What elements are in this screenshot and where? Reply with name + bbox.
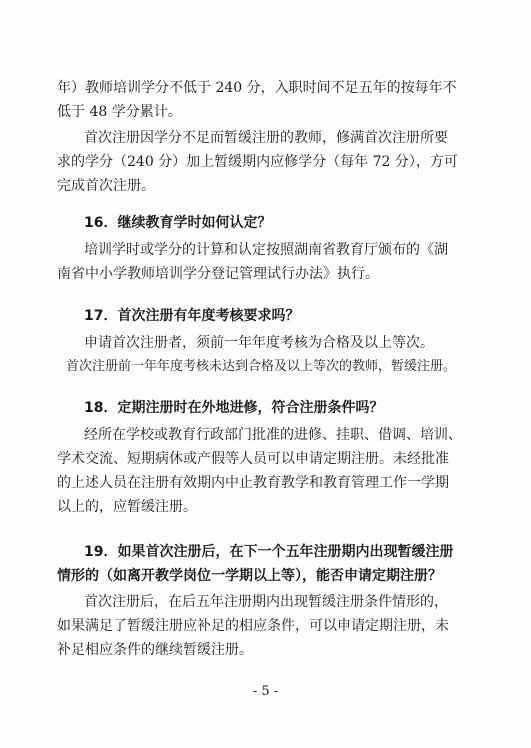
body-text-line: 经所在学校或教育行政部门批准的进修、挂职、借调、培训、: [84, 427, 462, 443]
question-heading-19-cont: 情形的（如离开教学岗位一学期以上等），能否申请定期注册？: [57, 568, 442, 584]
question-heading-17: 17．首次注册有年度考核要求吗？: [84, 308, 300, 324]
question-heading-19: 19．如果首次注册后，在下一个五年注册期内出现暂缓注册: [84, 544, 454, 560]
body-text-line: 补足相应条件的继续暂缓注册。: [57, 642, 253, 658]
body-text-line: 完成首次注册。: [57, 178, 155, 194]
body-text-line: 的上述人员在注册有效期内中止教育教学和教育管理工作一学期: [57, 475, 449, 491]
body-text-line: 南省中小学教师培训学分登记管理试行办法》执行。: [57, 266, 379, 282]
page-number: - 5 -: [252, 684, 279, 699]
body-text-line: 如果满足了暂缓注册应补足的相应条件，可以申请定期注册，未: [57, 618, 449, 634]
body-text-line: 年）教师培训学分不低于 240 分，入职时间不足五年的按每年不: [57, 80, 457, 96]
body-text-line: 首次注册前一年年度考核未达到合格及以上等次的教师，暂缓注册。: [66, 359, 457, 374]
body-text-line: 低于 48 学分累计。: [57, 104, 182, 120]
body-text-line: 求的学分（240 分）加上暂缓期内应修学分（每年 72 分），方可: [57, 154, 458, 170]
body-text-line: 以上的，应暂缓注册。: [57, 499, 197, 515]
question-heading-16: 16．继续教育学时如何认定？: [84, 215, 272, 231]
question-heading-18: 18．定期注册时在外地进修，符合注册条件吗？: [84, 400, 384, 416]
body-text-line: 首次注册因学分不足而暂缓注册的教师，修满首次注册所要: [84, 130, 448, 146]
body-text-line: 培训学时或学分的计算和认定按照湖南省教育厅颁布的《湖: [84, 242, 448, 258]
body-text-line: 申请首次注册者，须前一年年度考核为合格及以上等次。: [84, 335, 434, 351]
body-text-line: 首次注册后，在后五年注册期内出现暂缓注册条件情形的，: [84, 594, 448, 610]
body-text-line: 学术交流、短期病休或产假等人员可以申请定期注册。未经批准: [57, 451, 449, 467]
